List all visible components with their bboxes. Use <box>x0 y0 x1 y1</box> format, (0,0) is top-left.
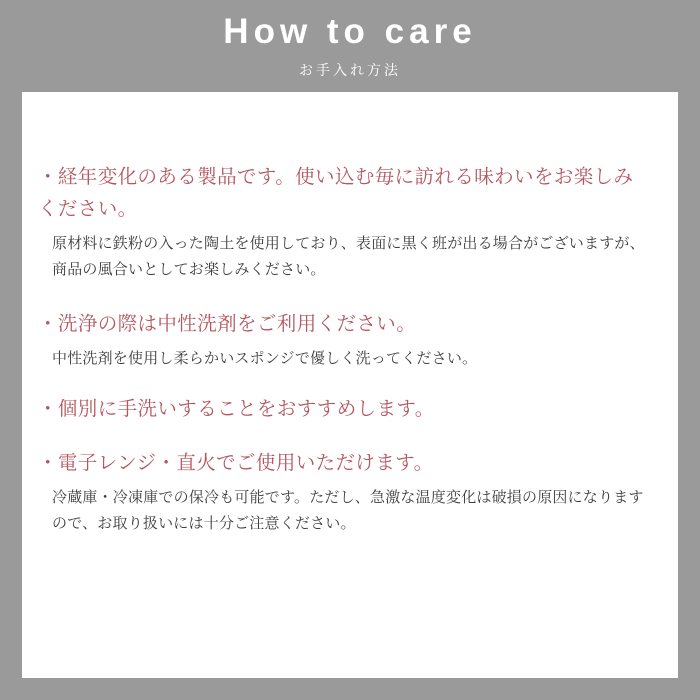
care-item <box>38 162 648 283</box>
care-item-headline: ・個別に手洗いすることをおすすめします。 <box>38 398 435 421</box>
care-item-body: 冷蔵庫・冷凍庫での保冷も可能です。ただし、急激な温度変化は破損の原因になりますので、お取り扱いには十分ご注意ください。 <box>52 489 644 533</box>
care-item-headline: ・洗浄の際は中性洗剤をご利用ください。 <box>38 312 417 335</box>
page-subtitle: お手入れ方法 <box>299 61 401 78</box>
care-item <box>38 448 648 537</box>
page-title: How to care <box>223 12 477 52</box>
care-item-body: 原材料に鉄粉の入った陶土を使用しており、表面に黒く班が出る場合がございますが、商品の風合いとしてお楽しみください。 <box>52 235 645 278</box>
care-item-headline: ・経年変化のある製品です。使い込む毎に訪れる味わいをお楽しみください。 <box>38 166 634 220</box>
care-item <box>38 309 648 372</box>
care-items-list <box>38 162 648 537</box>
care-item-headline: ・電子レンジ・直火でご使用いただけます。 <box>38 451 434 474</box>
content-card <box>22 92 678 678</box>
page-header <box>0 0 700 92</box>
care-item <box>38 394 648 426</box>
care-item-body: 中性洗剤を使用し柔らかいスポンジで優しく洗ってください。 <box>52 350 478 368</box>
